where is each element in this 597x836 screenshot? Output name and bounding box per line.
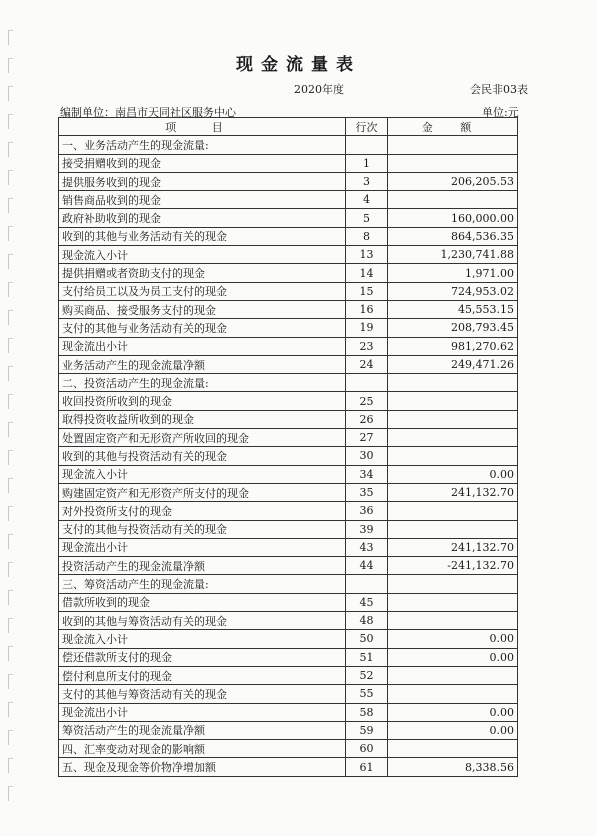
row-line-number: 59 [346,721,388,739]
row-line-number: 50 [346,630,388,648]
row-amount [388,136,518,154]
table-row [59,447,518,465]
table-row [59,337,518,355]
binding-hole [8,702,13,717]
row-item-label: 支付的其他与筹资活动有关的现金 [59,685,346,703]
row-amount: 981,270.62 [388,337,518,355]
row-line-number: 26 [346,410,388,428]
row-item-label: 提供捐赠或者资助支付的现金 [59,264,346,282]
row-line-number: 45 [346,593,388,611]
row-line-number: 1 [346,154,388,172]
row-item-label: 借款所收到的现金 [59,593,346,611]
row-amount [388,154,518,172]
table-row [59,264,518,282]
row-amount: 241,132.70 [388,483,518,501]
row-item-label: 现金流出小计 [59,337,346,355]
row-amount: 249,471.26 [388,355,518,373]
binding-hole [8,394,13,409]
binding-hole [8,674,13,689]
row-item-label: 收回投资所收到的现金 [59,392,346,410]
row-amount: 241,132.70 [388,538,518,556]
reporting-unit: 编制单位：南昌市天同社区服务中心 [60,106,236,119]
binding-hole [8,506,13,521]
binding-hole [8,30,13,45]
table-row [59,758,518,776]
table-row [59,557,518,575]
row-item-label: 现金流入小计 [59,465,346,483]
row-item-label: 支付的其他与投资活动有关的现金 [59,520,346,538]
row-amount: 0.00 [388,630,518,648]
row-amount: 208,793.45 [388,319,518,337]
table-row [59,593,518,611]
row-amount [388,520,518,538]
row-line-number: 5 [346,209,388,227]
row-item-label: 收到的其他与筹资活动有关的现金 [59,612,346,630]
currency-unit: 单位:元 [482,106,519,119]
binding-hole [8,422,13,437]
row-line-number: 30 [346,447,388,465]
row-amount: 1,230,741.88 [388,246,518,264]
row-line-number: 23 [346,337,388,355]
table-row [59,502,518,520]
row-amount [388,392,518,410]
row-amount: 0.00 [388,721,518,739]
binding-hole [8,198,13,213]
row-line-number: 61 [346,758,388,776]
row-line-number: 27 [346,429,388,447]
row-item-label: 支付的其他与业务活动有关的现金 [59,319,346,337]
table-row [59,648,518,666]
table-row [59,410,518,428]
row-amount [388,410,518,428]
row-line-number: 3 [346,172,388,190]
row-line-number: 52 [346,666,388,684]
table-header-row [59,118,518,136]
row-line-number [346,374,388,392]
table-row [59,666,518,684]
binding-hole [8,366,13,381]
row-item-label: 提供服务收到的现金 [59,172,346,190]
row-line-number: 25 [346,392,388,410]
row-amount: 724,953.02 [388,282,518,300]
table-row [59,703,518,721]
row-item-label: 收到的其他与业务活动有关的现金 [59,227,346,245]
column-header-item: 项 目 [59,118,346,136]
binding-hole [8,478,13,493]
row-amount [388,666,518,684]
table-row [59,374,518,392]
binding-hole [8,142,13,157]
binding-hole [8,646,13,661]
row-item-label: 购建固定资产和无形资产所支付的现金 [59,483,346,501]
row-line-number: 55 [346,685,388,703]
row-item-label: 筹资活动产生的现金流量净额 [59,721,346,739]
table-row [59,172,518,190]
row-amount: -241,132.70 [388,557,518,575]
binding-hole [8,590,13,605]
cash-flow-table [58,117,518,777]
table-row [59,465,518,483]
row-line-number: 34 [346,465,388,483]
binding-hole [8,786,13,801]
row-line-number: 24 [346,355,388,373]
row-line-number: 35 [346,483,388,501]
binding-hole [8,338,13,353]
binding-holes [8,30,14,810]
binding-hole [8,310,13,325]
table-row [59,319,518,337]
row-amount [388,612,518,630]
table-row [59,136,518,154]
row-line-number: 13 [346,246,388,264]
row-item-label: 四、汇率变动对现金的影响额 [59,740,346,758]
row-item-label: 一、业务活动产生的现金流量: [59,136,346,154]
row-item-label: 偿付利息所支付的现金 [59,666,346,684]
row-line-number [346,136,388,154]
row-amount [388,429,518,447]
row-item-label: 购买商品、接受服务支付的现金 [59,300,346,318]
table-row [59,300,518,318]
binding-hole [8,86,13,101]
row-item-label: 接受捐赠收到的现金 [59,154,346,172]
row-amount [388,575,518,593]
row-item-label: 销售商品收到的现金 [59,191,346,209]
row-amount: 8,338.56 [388,758,518,776]
row-line-number: 44 [346,557,388,575]
table-row [59,282,518,300]
row-line-number: 15 [346,282,388,300]
row-item-label: 五、现金及现金等价物净增加额 [59,758,346,776]
table-row [59,721,518,739]
row-amount: 0.00 [388,703,518,721]
row-item-label: 收到的其他与投资活动有关的现金 [59,447,346,465]
row-amount [388,740,518,758]
form-code: 会民非03表 [470,83,528,96]
document-title: 现金流量表 [236,55,361,75]
table-row [59,685,518,703]
table-row [59,429,518,447]
report-year: 2020年度 [294,83,344,96]
binding-hole [8,730,13,745]
table-row [59,154,518,172]
row-item-label: 偿还借款所支付的现金 [59,648,346,666]
row-line-number: 58 [346,703,388,721]
row-item-label: 处置固定资产和无形资产所收回的现金 [59,429,346,447]
table-row [59,355,518,373]
row-line-number: 14 [346,264,388,282]
row-amount [388,593,518,611]
row-amount: 206,205.53 [388,172,518,190]
row-line-number: 16 [346,300,388,318]
row-line-number: 48 [346,612,388,630]
row-amount [388,374,518,392]
row-item-label: 现金流出小计 [59,703,346,721]
table-row [59,630,518,648]
table-row [59,538,518,556]
binding-hole [8,282,13,297]
row-amount [388,447,518,465]
row-line-number: 4 [346,191,388,209]
row-item-label: 现金流出小计 [59,538,346,556]
row-amount [388,191,518,209]
binding-hole [8,562,13,577]
row-item-label: 支付给员工以及为员工支付的现金 [59,282,346,300]
row-item-label: 业务活动产生的现金流量净额 [59,355,346,373]
row-amount: 864,536.35 [388,227,518,245]
binding-hole [8,758,13,773]
row-amount: 160,000.00 [388,209,518,227]
table-row [59,612,518,630]
row-line-number: 19 [346,319,388,337]
row-item-label: 现金流入小计 [59,246,346,264]
table-row [59,246,518,264]
column-header-amount: 金 额 [388,118,518,136]
row-amount [388,685,518,703]
row-amount: 0.00 [388,648,518,666]
row-line-number: 36 [346,502,388,520]
table-row [59,209,518,227]
table-row [59,740,518,758]
binding-hole [8,534,13,549]
column-header-line: 行次 [346,118,388,136]
table-row [59,191,518,209]
binding-hole [8,170,13,185]
row-item-label: 取得投资收益所收到的现金 [59,410,346,428]
row-item-label: 对外投资所支付的现金 [59,502,346,520]
row-line-number: 8 [346,227,388,245]
row-item-label: 三、筹资活动产生的现金流量: [59,575,346,593]
table-row [59,575,518,593]
row-line-number: 60 [346,740,388,758]
row-amount: 1,971.00 [388,264,518,282]
row-amount [388,502,518,520]
row-item-label: 二、投资活动产生的现金流量: [59,374,346,392]
binding-hole [8,226,13,241]
row-item-label: 现金流入小计 [59,630,346,648]
table-row [59,520,518,538]
table-row [59,483,518,501]
binding-hole [8,450,13,465]
binding-hole [8,114,13,129]
row-amount: 45,553.15 [388,300,518,318]
table-row [59,227,518,245]
row-line-number: 39 [346,520,388,538]
row-line-number: 51 [346,648,388,666]
row-line-number [346,575,388,593]
row-amount: 0.00 [388,465,518,483]
table-row [59,392,518,410]
binding-hole [8,618,13,633]
row-line-number: 43 [346,538,388,556]
row-item-label: 投资活动产生的现金流量净额 [59,557,346,575]
binding-hole [8,254,13,269]
row-item-label: 政府补助收到的现金 [59,209,346,227]
